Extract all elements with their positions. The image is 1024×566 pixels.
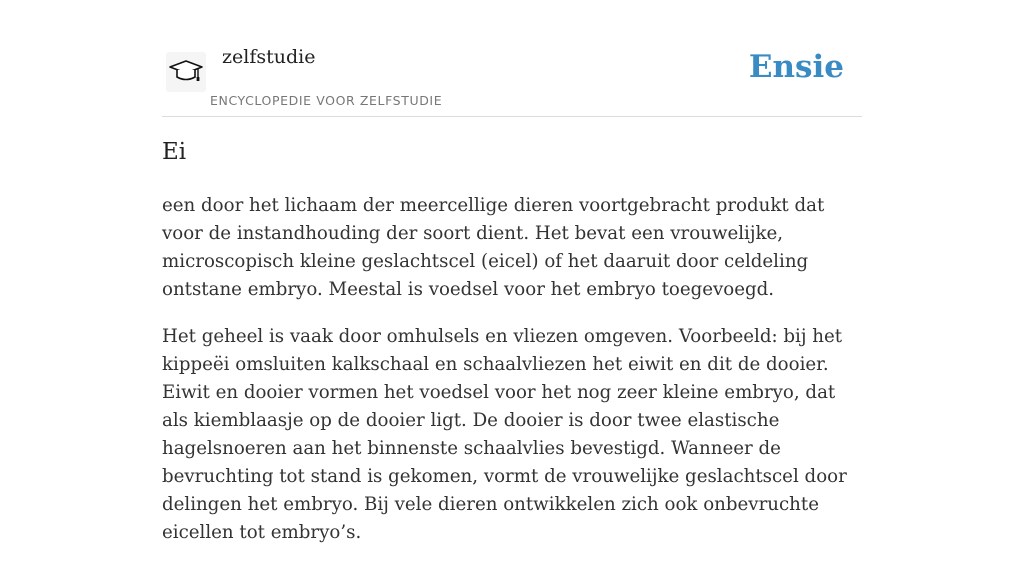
article-title: Ei bbox=[162, 139, 187, 165]
ensie-brand-link[interactable]: Ensie bbox=[748, 49, 844, 85]
article-body bbox=[162, 192, 864, 566]
content-container bbox=[162, 0, 862, 543]
site-name[interactable]: zelfstudie bbox=[222, 46, 316, 68]
article-paragraph: een door het lichaam der meercellige dieren voortgebracht produkt dat voor de instandhouding der soort dient. Het bevat een vrouwelijke, microscopisch kleine geslachtscel (eicel) of het daaruit door celdeling ontstane embryo. Meestal is voedsel voor het embryo toegevoegd. bbox=[162, 195, 825, 300]
site-tagline: ENCYCLOPEDIE VOOR ZELFSTUDIE bbox=[210, 93, 443, 108]
site-logo[interactable] bbox=[166, 52, 206, 92]
article-paragraph: Het geheel is vaak door omhulsels en vliezen omgeven. Voorbeeld: bij het kippeëi omsluiten kalkschaal en schaalvliezen het eiwit en dit de dooier. Eiwit en dooier vormen het voedsel voor het nog zeer kleine embryo, dat als kiemblaasje op de dooier ligt. De dooier is door twee elastische hagelsnoeren aan het binnenste schaalvlies bevestigd. Wanneer de bevruchting tot stand is gekomen, vormt de vrouwelijke geslachtscel door delingen het embryo. Bij vele dieren ontwikkelen zich ook onbevruchte eicellen tot embryo’s. bbox=[162, 326, 847, 543]
site-header bbox=[162, 0, 862, 117]
